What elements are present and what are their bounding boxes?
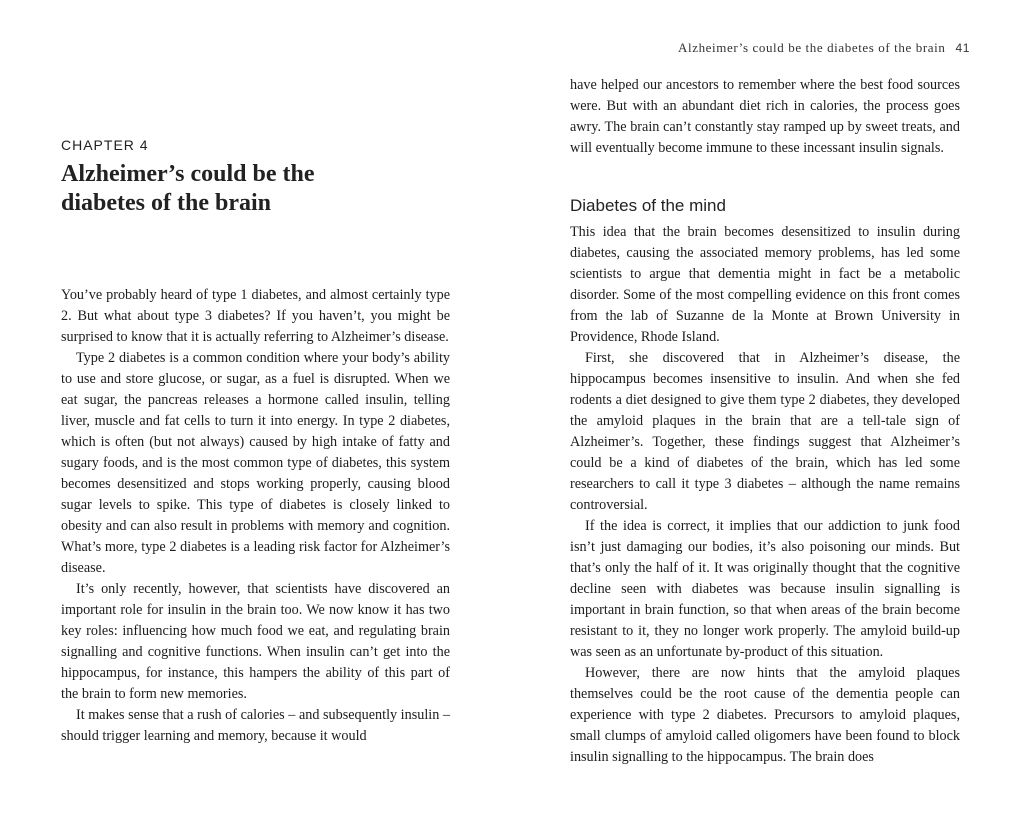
page-number: 41 [955,41,970,55]
body-paragraph: However, there are now hints that the amyloid plaques themselves could be the root cause of the dementia people can experience with type 2 diabetes. Precursors to amyloid plaques, small clumps of amyloid called oligomers have been found to block insulin signalling to the hippocampus. The brain does [570,665,960,765]
body-paragraph: If the idea is correct, it implies that our addiction to junk food isn’t just damaging our bodies, it’s also poisoning our minds. But that’s only the half of it. It was originally thought that the cognitive decline seen with diabetes was because insulin signalling is important in brain function, so that when areas of the brain become resistant to it, they no longer work properly. The amyloid build-up was seen as an unfortunate by-product of this situation. [570,518,960,660]
body-paragraph: You’ve probably heard of type 1 diabetes, and almost certainly type 2. But what about type 3 diabetes? If you haven’t, you might be surprised to know that it is actually referring to Alzheimer’s disease. [61,287,450,345]
body-paragraph: Type 2 diabetes is a common condition where your body’s ability to use and store glucose, or sugar, as a fuel is disrupted. When we eat sugar, the pancreas releases a hormone called insulin, telling liver, muscle and fat cells to turn it into energy. In type 2 diabetes, which is often (but not always) caused by high intake of fatty and sugary foods, and is the most common type of diabetes, this system becomes desensitized and stops working properly, causing blood sugar levels to spike. This type of diabetes is closely linked to obesity and can also result in problems with memory and cognition. What’s more, type 2 diabetes is a leading risk factor for Alzheimer’s disease. [61,350,450,576]
right-continuation-text [570,75,960,159]
body-paragraph: This idea that the brain becomes desensitized to insulin during diabetes, causing the associated memory problems, has led some scientists to argue that dementia might in fact be a metabolic disorder. Some of the most compelling evidence on this front comes from the lab of Suzanne de la Monte at Brown University in Providence, Rhode Island. [570,224,960,345]
body-paragraph: First, she discovered that in Alzheimer’s disease, the hippocampus becomes insensitive to insulin. And when she fed rodents a diet designed to give them type 2 diabetes, they developed the amyloid plaques in the brain that are a tell-tale sign of Alzheimer’s. Together, these findings suggest that Alzheimer’s could be a kind of diabetes of the brain, which has led some researchers to call it type 3 diabetes – although the name remains controversial. [570,350,960,513]
running-title: Alzheimer’s could be the diabetes of the brain [678,40,946,55]
right-body-text [570,222,960,768]
left-body-text [61,285,450,747]
body-paragraph: It’s only recently, however, that scientists have discovered an important role for insulin in the brain too. We now know it has two key roles: influencing how much food we eat, and regulating brain signalling and cognitive functions. When insulin can’t get into the hippocampus, for instance, this hampers the ability of this part of the brain to form new memories. [61,581,450,702]
chapter-title: Alzheimer’s could be the diabetes of the brain [61,161,315,216]
body-paragraph: It makes sense that a rush of calories – and subsequently insulin – should trigger learning and memory, because it would [61,707,450,744]
chapter-label: CHAPTER 4 [61,137,149,153]
section-heading: Diabetes of the mind [570,196,726,215]
body-paragraph: have helped our ancestors to remember where the best food sources were. But with an abundant diet rich in calories, the process goes awry. The brain can’t constantly stay ramped up by sweet treats, and will eventually become immune to these incessant insulin signals. [570,77,960,156]
right-page [510,0,1020,816]
running-header [678,40,970,56]
